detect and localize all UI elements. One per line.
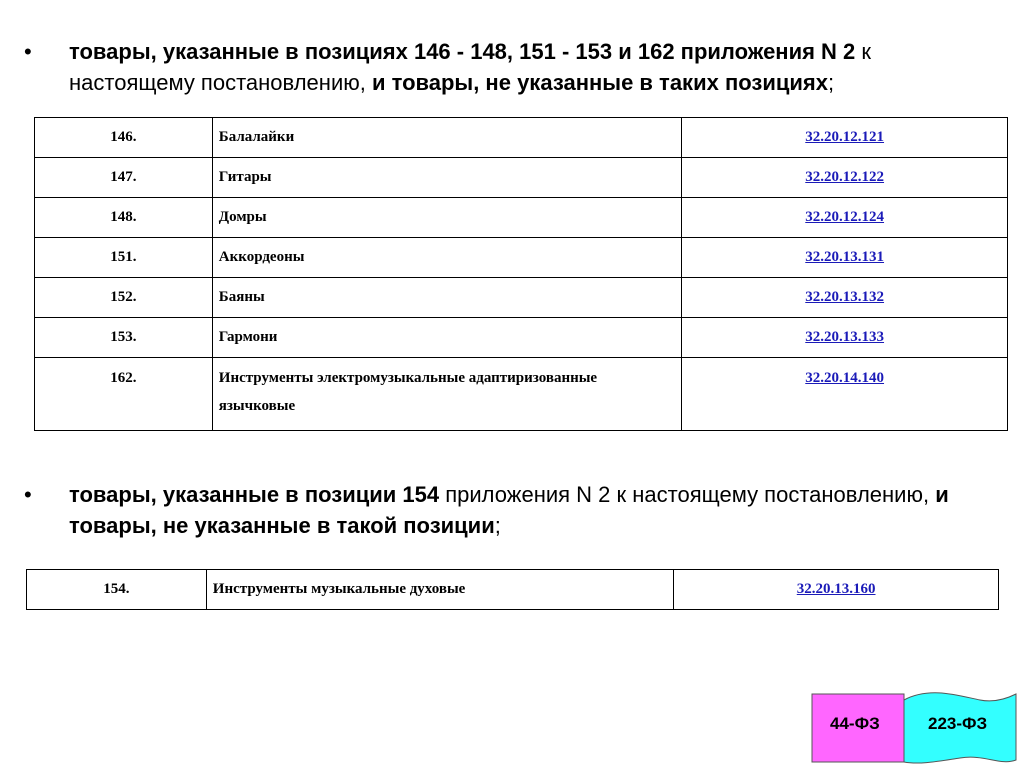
okpd-code-cell [682,158,1008,198]
bullet-text-regular: к настоящему постановлению, [69,39,872,95]
positions-table [34,117,1008,431]
bullet-text-end: ; [494,513,501,538]
position-number: 146. [35,118,213,158]
okpd-code-link[interactable]: 32.20.14.140 [805,370,885,386]
bullet-marker: • [24,39,32,64]
product-name: Домры [212,198,682,238]
bullet-marker: • [24,482,32,507]
table-row [35,158,1008,198]
bullet-text-bold-2: и товары, не указанные в таких позициях [371,70,828,95]
position-number: 152. [35,278,213,318]
bullet-item-1 [24,36,984,98]
okpd-code-link[interactable]: 32.20.12.124 [805,209,885,225]
product-name: Гитары [212,158,682,198]
tab-223-fz[interactable]: 223-ФЗ [928,714,988,733]
bullet-text [69,36,984,98]
table-row [27,570,999,610]
table-row [35,118,1008,158]
position-number: 148. [35,198,213,238]
okpd-code-cell [674,570,999,610]
okpd-code-cell [682,358,1008,431]
table-row [35,278,1008,318]
okpd-code-link[interactable]: 32.20.12.122 [805,169,885,185]
position-154-table [26,569,999,610]
position-number: 151. [35,238,213,278]
bullet-text-end: ; [827,70,835,95]
okpd-code-link[interactable]: 32.20.12.121 [805,129,885,145]
bullet-item-2 [24,479,984,541]
okpd-code-link[interactable]: 32.20.13.131 [805,249,885,265]
okpd-code-cell [682,198,1008,238]
table-row [35,238,1008,278]
okpd-code-link[interactable]: 32.20.13.133 [805,329,885,345]
okpd-code-cell [682,318,1008,358]
bullet-text-bold-1: товары, указанные в позициях 146 - 148, 151 - 153 и 162 приложения N 2 [69,39,856,64]
tab-44-fz[interactable]: 44-ФЗ [830,714,880,733]
bullet-text [69,479,984,541]
okpd-code-link[interactable]: 32.20.13.132 [805,289,885,305]
position-number: 147. [35,158,213,198]
bullet-text-regular: приложения N 2 к настоящему постановлению, [439,482,936,507]
product-name: Аккордеоны [212,238,682,278]
okpd-code-link[interactable]: 32.20.13.160 [796,581,876,597]
product-name: Баяны [212,278,682,318]
position-number: 154. [27,570,207,610]
product-name: Инструменты музыкальные духовые [206,570,674,610]
bullet-text-bold-2: и товары, не указанные в такой позиции [69,482,949,538]
product-name: Гармони [212,318,682,358]
okpd-code-cell [682,238,1008,278]
product-name: Балалайки [212,118,682,158]
table-row [35,358,1008,431]
bullet-text-bold-1: товары, указанные в позиции 154 [69,482,440,507]
okpd-code-cell [682,278,1008,318]
law-tabs [810,690,1020,765]
position-number: 162. [35,358,213,431]
table-row [35,198,1008,238]
position-number: 153. [35,318,213,358]
okpd-code-cell [682,118,1008,158]
product-name: Инструменты электромузыкальные адаптиризованные язычковые [212,358,682,431]
table-row [35,318,1008,358]
